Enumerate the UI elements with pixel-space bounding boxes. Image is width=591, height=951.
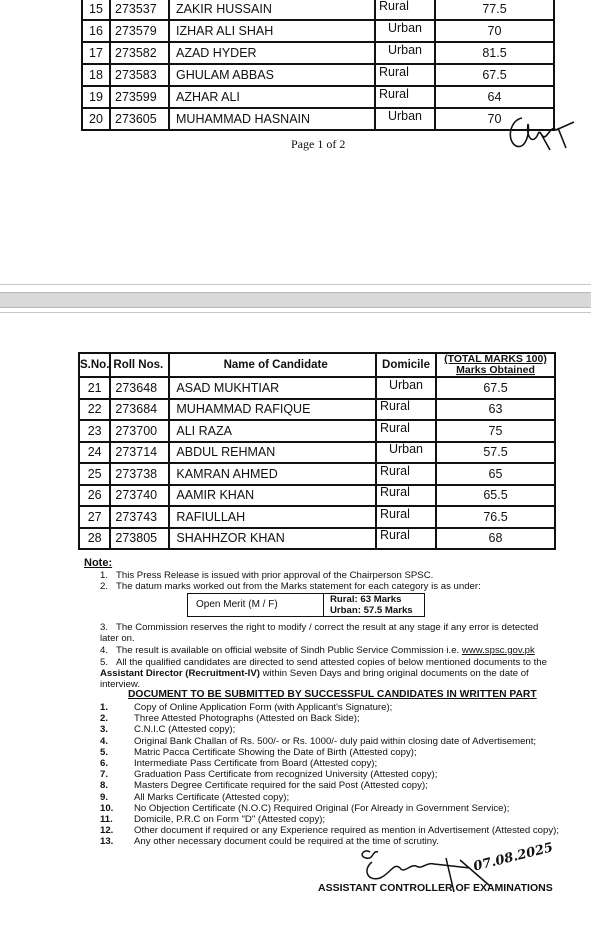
domicile-value: Rural <box>380 528 410 543</box>
domicile-cell <box>376 506 436 528</box>
domicile-cell <box>376 442 436 464</box>
marks-cell: 63 <box>436 399 555 421</box>
table-row <box>82 86 554 108</box>
roll-cell: 273714 <box>110 442 169 464</box>
marks-cell: 57.5 <box>436 442 555 464</box>
roll-cell: 273700 <box>110 420 169 442</box>
signature-date: 07.08.2025 <box>472 840 555 875</box>
table-row <box>82 0 554 20</box>
roll-cell: 273582 <box>110 42 169 64</box>
marks-cell: 64 <box>435 86 554 108</box>
domicile-cell <box>376 485 436 507</box>
page1-result-table <box>81 0 555 131</box>
note-3-text: The Commission reserves the right to modify / correct the result at any stage if any error is detected later on. <box>100 622 539 644</box>
roll-cell: 273583 <box>110 64 169 86</box>
name-cell: ALI RAZA <box>169 420 376 442</box>
domicile-value: Urban <box>387 21 423 35</box>
roll-cell: 273605 <box>110 108 169 130</box>
doc-number: 6. <box>100 758 109 770</box>
header-marks-line2: Marks Obtained <box>456 364 535 376</box>
domicile-cell <box>375 42 435 64</box>
note-5-text-b: within Seven Days and bring original documents on the date of interview. <box>100 668 529 690</box>
note-2-number: 2. <box>100 581 109 592</box>
spsc-website-link[interactable]: www.spsc.gov.pk <box>461 645 535 656</box>
sno-cell: 28 <box>79 528 110 550</box>
name-cell: AZAD HYDER <box>169 42 375 64</box>
note-5 <box>100 657 552 690</box>
name-cell: ZAKIR HUSSAIN <box>169 0 375 20</box>
domicile-cell <box>375 64 435 86</box>
domicile-cell <box>376 420 436 442</box>
merit-divider <box>323 594 324 616</box>
table-row <box>79 442 555 464</box>
roll-cell: 273648 <box>110 377 169 399</box>
sno-cell: 15 <box>82 0 110 20</box>
doc-number: 3. <box>100 724 109 736</box>
page-separator <box>0 292 591 308</box>
sno-cell: 27 <box>79 506 110 528</box>
header-marks-line1: (TOTAL MARKS 100) <box>444 353 547 365</box>
documents-list <box>100 702 560 848</box>
domicile-value: Rural <box>380 485 410 500</box>
doc-text: Three Attested Photographs (Attested on Back Side); <box>134 713 360 725</box>
domicile-value: Rural <box>379 87 409 101</box>
doc-number: 7. <box>100 769 109 781</box>
doc-number: 1. <box>100 702 109 713</box>
table-row <box>79 506 555 528</box>
roll-cell: 273805 <box>110 528 169 550</box>
sno-cell: 23 <box>79 420 110 442</box>
doc-text: Masters Degree Certificate required for the said Post (Attested copy); <box>134 780 428 792</box>
sno-cell: 22 <box>79 399 110 421</box>
doc-text: Intermediate Pass Certificate from Board (Attested copy); <box>134 758 378 770</box>
name-cell: MUHAMMAD HASNAIN <box>169 108 375 130</box>
note-2 <box>100 581 560 592</box>
marks-cell: 67.5 <box>435 64 554 86</box>
page-number-label: Page 1 of 2 <box>291 137 346 151</box>
marks-cell: 81.5 <box>435 42 554 64</box>
page-separator-bottom <box>0 312 591 313</box>
note-3 <box>100 622 552 644</box>
list-item <box>100 702 560 713</box>
list-item <box>100 780 560 791</box>
marks-cell: 70 <box>435 20 554 42</box>
doc-text: Any other necessary document could be required at the time of scrutiny. <box>134 836 439 848</box>
roll-cell: 273738 <box>110 463 169 485</box>
list-item <box>100 736 560 747</box>
domicile-cell <box>375 0 435 20</box>
domicile-value: Urban <box>387 109 423 123</box>
note-2-text: The datum marks worked out from the Marks statement for each category is as under: <box>116 581 481 592</box>
domicile-value: Rural <box>379 65 409 79</box>
marks-cell: 65 <box>436 463 555 485</box>
table-row <box>82 64 554 86</box>
doc-text: Domicile, P.R.C on Form "D" (Attested copy); <box>134 814 326 826</box>
doc-text: Other document if required or any Experience required as mention in Advertisement (Attested copy); <box>134 825 560 837</box>
sno-cell: 26 <box>79 485 110 507</box>
signature-mark-page1 <box>500 110 580 156</box>
sno-cell: 21 <box>79 377 110 399</box>
header-domicile: Domicile <box>376 353 436 377</box>
list-item <box>100 769 560 780</box>
table-row <box>79 463 555 485</box>
doc-text: All Marks Certificate (Attested copy); <box>134 791 290 803</box>
merit-label: Open Merit (M / F) <box>196 599 278 610</box>
page-separator-top <box>0 284 591 285</box>
sno-cell: 17 <box>82 42 110 64</box>
note-4-text: The result is available on official website of Sindh Public Service Commission i.e. <box>116 645 462 656</box>
signature-title: ASSISTANT CONTROLLER OF EXAMINATIONS <box>318 882 553 894</box>
doc-text: Original Bank Challan of Rs. 500/- or Rs. 1000/- duly paid within closing date of Advertisement; <box>134 735 537 747</box>
marks-cell: 75 <box>436 420 555 442</box>
sno-cell: 19 <box>82 86 110 108</box>
sno-cell: 24 <box>79 442 110 464</box>
doc-text: Copy of Online Application Form (with Applicant's Signature); <box>134 702 393 713</box>
name-cell: AZHAR ALI <box>169 86 375 108</box>
sno-cell: 16 <box>82 20 110 42</box>
name-cell: GHULAM ABBAS <box>169 64 375 86</box>
list-item <box>100 758 560 769</box>
name-cell: SHAHHZOR KHAN <box>169 528 376 550</box>
roll-cell: 273743 <box>110 506 169 528</box>
roll-cell: 273599 <box>110 86 169 108</box>
list-item <box>100 747 560 758</box>
table-row <box>79 399 555 421</box>
sno-cell: 18 <box>82 64 110 86</box>
table-header-row <box>79 353 555 377</box>
table-row <box>79 528 555 550</box>
list-item <box>100 724 560 735</box>
doc-number: 5. <box>100 746 109 758</box>
marks-cell: 68 <box>436 528 555 550</box>
note-4-number: 4. <box>100 645 109 656</box>
domicile-value: Rural <box>380 420 410 435</box>
marks-cell: 77.5 <box>435 0 554 20</box>
note-4 <box>100 645 560 656</box>
doc-number: 8. <box>100 780 109 792</box>
note-5-number: 5. <box>100 657 109 668</box>
domicile-cell <box>376 399 436 421</box>
roll-cell: 273684 <box>110 399 169 421</box>
doc-number: 12. <box>100 825 114 837</box>
marks-cell: 65.5 <box>436 485 555 507</box>
domicile-value: Rural <box>379 0 409 13</box>
merit-box <box>187 593 425 617</box>
merit-rural: Rural: 63 Marks <box>330 594 402 605</box>
list-item <box>100 814 560 825</box>
list-item <box>100 803 560 814</box>
table-row <box>79 420 555 442</box>
name-cell: KAMRAN AHMED <box>169 463 376 485</box>
documents-heading: DOCUMENT TO BE SUBMITTED BY SUCCESSFUL CANDIDATES IN WRITTEN PART <box>128 689 537 700</box>
note-5-office: Assistant Director (Recruitment-IV) <box>100 668 260 679</box>
doc-number: 4. <box>100 735 109 747</box>
doc-number: 13. <box>100 836 114 848</box>
doc-text: No Objection Certificate (N.O.C) Required Original (For Already in Government Service); <box>134 802 510 814</box>
note-5-text-a: All the qualified candidates are directed to send attested copies of below mentioned documents to the <box>116 657 547 668</box>
list-item <box>100 792 560 803</box>
note-title: Note: <box>84 557 113 569</box>
domicile-cell <box>375 108 435 130</box>
domicile-value: Urban <box>388 442 424 457</box>
doc-text: Graduation Pass Certificate from recognized University (Attested copy); <box>134 769 438 781</box>
domicile-cell <box>376 528 436 550</box>
note-1-number: 1. <box>100 570 109 581</box>
sno-cell: 20 <box>82 108 110 130</box>
page2-result-table <box>78 352 556 550</box>
name-cell: RAFIULLAH <box>169 506 376 528</box>
doc-number: 9. <box>100 791 109 803</box>
header-marks <box>436 353 555 377</box>
domicile-cell <box>375 86 435 108</box>
doc-number: 10. <box>100 802 114 814</box>
header-roll: Roll Nos. <box>110 353 169 377</box>
domicile-value: Urban <box>387 43 423 57</box>
marks-cell: 67.5 <box>436 377 555 399</box>
list-item <box>100 825 560 836</box>
header-sno: S.No. <box>79 353 110 377</box>
header-name: Name of Candidate <box>169 353 376 377</box>
merit-urban: Urban: 57.5 Marks <box>330 605 413 616</box>
domicile-value: Rural <box>380 506 410 521</box>
domicile-value: Rural <box>380 399 410 414</box>
sno-cell: 25 <box>79 463 110 485</box>
name-cell: MUHAMMAD RAFIQUE <box>169 399 376 421</box>
name-cell: AAMIR KHAN <box>169 485 376 507</box>
list-item <box>100 713 560 724</box>
domicile-value: Urban <box>388 377 424 392</box>
table-row <box>79 485 555 507</box>
roll-cell: 273579 <box>110 20 169 42</box>
roll-cell: 273740 <box>110 485 169 507</box>
note-1 <box>100 570 560 581</box>
table-row <box>82 20 554 42</box>
domicile-cell <box>375 20 435 42</box>
name-cell: ASAD MUKHTIAR <box>169 377 376 399</box>
marks-cell: 70 <box>435 108 554 130</box>
doc-text: Matric Pacca Certificate Showing the Date of Birth (Attested copy); <box>134 746 417 758</box>
name-cell: ABDUL REHMAN <box>169 442 376 464</box>
doc-text: C.N.I.C (Attested copy); <box>134 724 236 736</box>
domicile-cell <box>376 377 436 399</box>
table-row <box>79 377 555 399</box>
table-row <box>82 108 554 130</box>
roll-cell: 273537 <box>110 0 169 20</box>
domicile-value: Rural <box>380 463 410 478</box>
name-cell: IZHAR ALI SHAH <box>169 20 375 42</box>
marks-cell: 76.5 <box>436 506 555 528</box>
doc-number: 2. <box>100 713 109 725</box>
doc-number: 11. <box>100 814 113 826</box>
domicile-cell <box>376 463 436 485</box>
note-1-text: This Press Release is issued with prior approval of the Chairperson SPSC. <box>116 570 434 581</box>
note-3-number: 3. <box>100 622 109 633</box>
table-row <box>82 42 554 64</box>
